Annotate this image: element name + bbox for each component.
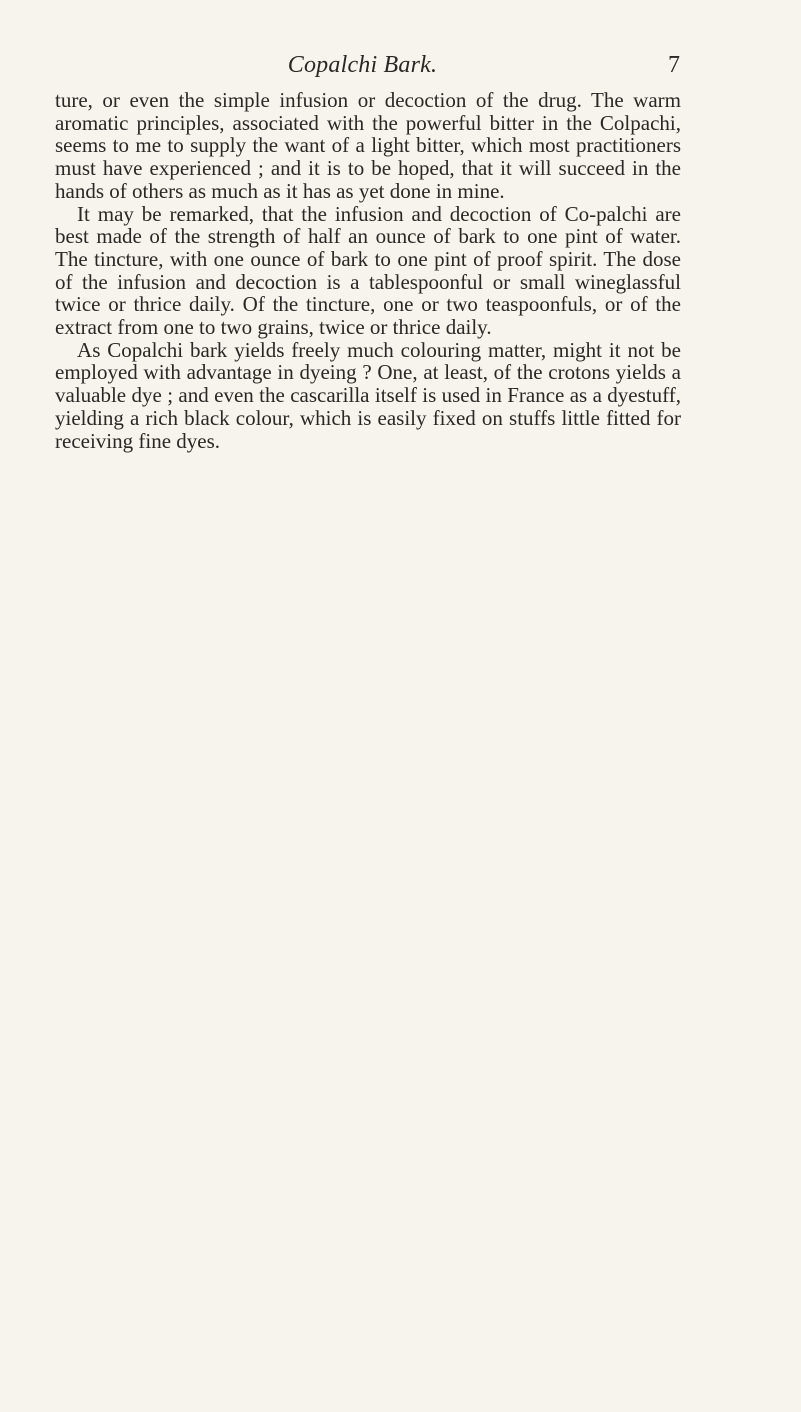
page-header xyxy=(55,52,680,86)
page-number: 7 xyxy=(668,52,680,78)
running-title: Copalchi Bark. xyxy=(287,52,438,78)
paragraph-continued: ture, or even the simple infusion or decoction of the drug. The warm aromatic principles, associated with the powerful bitter in the Colpachi, seems to me to supply the want of a light bitter, which most practitioners must have experienced ; and it is to be hoped, that it will succeed in the hands of others as much as it has as yet done in mine. xyxy=(55,88,681,203)
body-text xyxy=(55,89,681,452)
paragraph-dosage: It may be remarked, that the infusion and decoction of Co-palchi are best made of the strength of half an ounce of bark to one pint of water. The tincture, with one ounce of bark to one pint of proof spirit. The dose of the infusion and decoction is a tablespoonful or small wineglassful twice or thrice daily. Of the tincture, one or two teaspoonfuls, or of the extract from one to two grains, twice or thrice daily. xyxy=(55,201,681,340)
paragraph-dye: As Copalchi bark yields freely much colouring matter, might it not be employed with advantage in dyeing ? One, at least, of the crotons yields a valuable dye ; and even the cascarilla itself is used in France as a dyestuff, yielding a rich black colour, which is easily fixed on stuffs little fitted for receiving fine dyes. xyxy=(55,337,681,453)
